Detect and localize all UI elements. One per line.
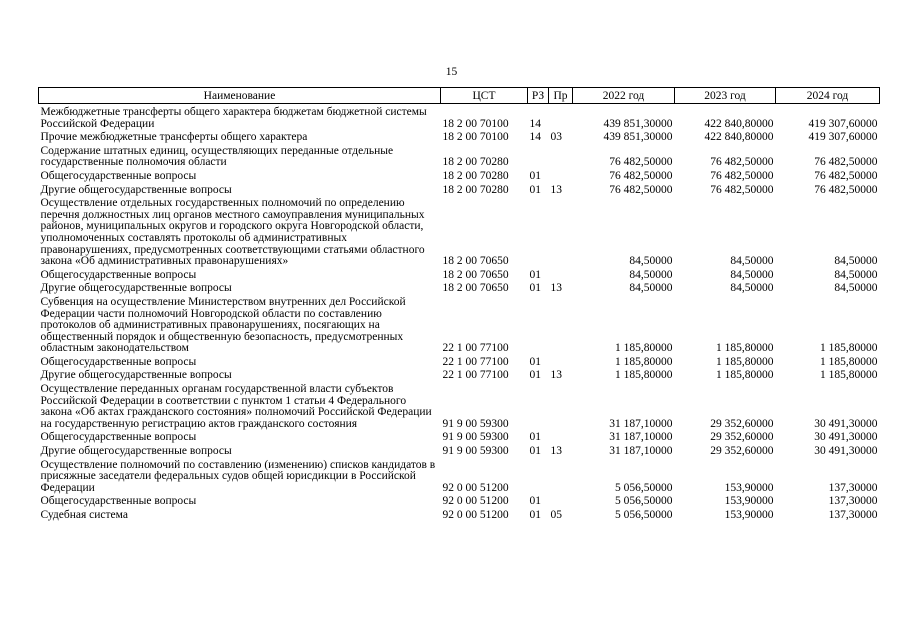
row-pr: [549, 146, 573, 171]
table-row: [39, 283, 880, 297]
row-pr: 13: [550, 445, 562, 458]
row-value-2023: 29 352,60000: [710, 445, 774, 458]
row-name: Другие общегосударственные вопросы: [40, 369, 232, 382]
row-name: Общегосударственные вопросы: [40, 169, 197, 182]
row-rz: 01: [529, 282, 541, 295]
row-name: Осуществление переданных органам государственной власти субъектов Российской Федерации в соответствии с пунктом 1 статьи 4 Федерального закона «Об актах гражданского состояния» полномочий Российской Федерации на государственную регистрацию актов гражданского состояния: [40, 383, 432, 430]
row-value-2022: 84,50000: [629, 255, 673, 268]
row-value-2023: 84,50000: [730, 282, 774, 295]
row-value-2022: 76 482,50000: [609, 183, 673, 196]
row-value-2023: 153,90000: [724, 481, 774, 494]
row-name: Прочие межбюджетные трансферты общего характера: [40, 131, 308, 144]
row-value-2022: 31 187,10000: [609, 417, 673, 430]
row-value-2024: 137,30000: [828, 481, 878, 494]
table-row: [39, 446, 880, 460]
row-name: Межбюджетные трансферты общего характера бюджетам бюджетной системы Российской Федерации: [40, 106, 427, 130]
header-cst: ЦСТ: [441, 88, 528, 104]
row-pr: 13: [550, 282, 562, 295]
row-value-2022: 31 187,10000: [609, 431, 673, 444]
row-name: Общегосударственные вопросы: [40, 268, 197, 281]
row-pr: [549, 384, 573, 432]
table-row: [39, 357, 880, 371]
row-pr: 13: [550, 183, 562, 196]
row-value-2024: 419 307,60000: [808, 117, 878, 130]
row-name: Другие общегосударственные вопросы: [40, 445, 232, 458]
row-value-2022: 76 482,50000: [609, 169, 673, 182]
table-row: [39, 270, 880, 284]
row-value-2022: 1 185,80000: [615, 355, 673, 368]
row-value-2024: 137,30000: [828, 495, 878, 508]
header-pr: Пр: [549, 88, 573, 104]
row-cst: 91 9 00 59300: [442, 417, 509, 430]
row-value-2024: 30 491,30000: [814, 445, 878, 458]
row-cst: 22 1 00 77100: [442, 342, 509, 355]
row-value-2023: 1 185,80000: [716, 355, 774, 368]
row-name: Осуществление полномочий по составлению (изменению) списков кандидатов в присяжные заседатели федеральных судов общей юрисдикции в Российской Федерации: [40, 458, 436, 494]
row-rz: 01: [529, 369, 541, 382]
row-value-2024: 84,50000: [834, 268, 878, 281]
row-rz: 14: [529, 117, 541, 130]
table-body: [39, 104, 880, 524]
row-value-2022: 1 185,80000: [615, 369, 673, 382]
row-name: Общегосударственные вопросы: [40, 431, 197, 444]
row-pr: [549, 104, 573, 133]
row-value-2024: 1 185,80000: [820, 369, 878, 382]
row-value-2022: 5 056,50000: [615, 481, 673, 494]
table-row: [39, 198, 880, 270]
row-pr: [549, 496, 573, 510]
row-cst: 91 9 00 59300: [442, 445, 509, 458]
row-value-2024: 84,50000: [834, 255, 878, 268]
row-name: Содержание штатных единиц, осуществляющих переданные отдельные государственные полномочия области: [40, 144, 394, 169]
header-name: Наименование: [39, 88, 441, 104]
row-value-2023: 422 840,80000: [704, 117, 774, 130]
row-cst: 18 2 00 70650: [442, 282, 509, 295]
row-value-2023: 1 185,80000: [716, 342, 774, 355]
table-row: [39, 370, 880, 384]
row-cst: 18 2 00 70650: [442, 255, 509, 268]
row-cst: 22 1 00 77100: [442, 355, 509, 368]
row-rz: 01: [529, 183, 541, 196]
row-value-2024: 1 185,80000: [820, 355, 878, 368]
row-cst: 92 0 00 51200: [442, 495, 509, 508]
row-name: Другие общегосударственные вопросы: [40, 282, 232, 295]
row-value-2022: 84,50000: [629, 268, 673, 281]
table-row: [39, 460, 880, 497]
row-value-2024: 30 491,30000: [814, 417, 878, 430]
row-value-2023: 84,50000: [730, 255, 774, 268]
row-pr: 13: [550, 369, 562, 382]
row-value-2023: 84,50000: [730, 268, 774, 281]
row-pr: [549, 460, 573, 497]
row-cst: 22 1 00 77100: [442, 369, 509, 382]
row-value-2023: 153,90000: [724, 495, 774, 508]
row-cst: 18 2 00 70100: [442, 117, 509, 130]
row-value-2024: 76 482,50000: [814, 169, 878, 182]
header-year-2023: 2023 год: [675, 88, 776, 104]
row-value-2024: 1 185,80000: [820, 342, 878, 355]
table-row: [39, 185, 880, 199]
row-value-2024: 30 491,30000: [814, 431, 878, 444]
row-name: Общегосударственные вопросы: [40, 355, 197, 368]
row-pr: 05: [550, 509, 562, 521]
row-value-2023: 29 352,60000: [710, 417, 774, 430]
row-cst: 18 2 00 70280: [442, 156, 509, 169]
table-header: [39, 88, 880, 104]
row-rz: 01: [529, 169, 541, 182]
row-rz: 01: [529, 495, 541, 508]
row-name: Другие общегосударственные вопросы: [40, 183, 232, 196]
row-pr: [549, 297, 573, 357]
row-value-2022: 5 056,50000: [615, 495, 673, 508]
row-rz: 01: [529, 509, 541, 521]
table-row: [39, 171, 880, 185]
row-rz: [528, 384, 549, 432]
row-value-2023: 153,90000: [724, 509, 774, 521]
header-year-2024: 2024 год: [776, 88, 880, 104]
row-value-2022: 5 056,50000: [615, 509, 673, 521]
row-value-2024: 76 482,50000: [814, 183, 878, 196]
row-value-2024: 137,30000: [828, 509, 878, 521]
row-rz: 01: [529, 431, 541, 444]
row-cst: 18 2 00 70650: [442, 268, 509, 281]
row-pr: 03: [550, 131, 562, 144]
row-rz: [528, 297, 549, 357]
header-rz: РЗ: [528, 88, 549, 104]
row-rz: [528, 146, 549, 171]
row-cst: 18 2 00 70280: [442, 169, 509, 182]
row-rz: [528, 460, 549, 497]
row-pr: [549, 357, 573, 371]
row-pr: [549, 270, 573, 284]
table-row: [39, 384, 880, 432]
row-value-2022: 1 185,80000: [615, 342, 673, 355]
row-cst: 91 9 00 59300: [442, 431, 509, 444]
row-value-2023: 76 482,50000: [710, 183, 774, 196]
row-name: Осуществление отдельных государственных полномочий по определению перечня должностных лиц органов местного самоуправления муниципальных районов, муниципальных округов и городского округа Новгородской области, уполномоченных составлять протоколы об административных правонарушениях, предусмотренных соответствующими статьями областного закона «Об административных правонарушениях»: [40, 197, 425, 268]
row-value-2023: 76 482,50000: [710, 169, 774, 182]
row-name: Общегосударственные вопросы: [40, 495, 197, 508]
table-row: [39, 132, 880, 146]
row-value-2023: 422 840,80000: [704, 131, 774, 144]
row-rz: [528, 198, 549, 270]
row-cst: 92 0 00 51200: [442, 509, 509, 521]
row-value-2024: 76 482,50000: [814, 156, 878, 169]
row-rz: 01: [529, 445, 541, 458]
table-row: [39, 146, 880, 171]
row-pr: [549, 198, 573, 270]
row-cst: 18 2 00 70280: [442, 183, 509, 196]
table-row: [39, 496, 880, 510]
row-name: Судебная система: [40, 509, 128, 521]
row-value-2022: 84,50000: [629, 282, 673, 295]
row-value-2022: 439 851,30000: [603, 131, 673, 144]
row-pr: [549, 432, 573, 446]
table-row: [39, 104, 880, 133]
row-value-2023: 29 352,60000: [710, 431, 774, 444]
row-rz: 14: [529, 131, 541, 144]
row-value-2022: 439 851,30000: [603, 117, 673, 130]
table-row: [39, 510, 880, 524]
table-row: [39, 432, 880, 446]
header-year-2022: 2022 год: [573, 88, 675, 104]
page-number: 15: [445, 66, 458, 78]
row-pr: [549, 171, 573, 185]
row-value-2023: 1 185,80000: [716, 369, 774, 382]
row-rz: 01: [529, 355, 541, 368]
row-value-2023: 76 482,50000: [710, 156, 774, 169]
row-value-2024: 419 307,60000: [808, 131, 878, 144]
row-rz: 01: [529, 268, 541, 281]
row-cst: 92 0 00 51200: [442, 481, 509, 494]
row-name: Субвенция на осуществление Министерством внутренних дел Российской Федерации части полномочий Новгородской области по составлению протоколов об административных правонарушениях, посягающих на общественный порядок и общественную безопасность, предусмотренных областным законодательством: [40, 295, 406, 355]
table-row: [39, 297, 880, 357]
budget-table: [38, 87, 880, 524]
row-value-2022: 76 482,50000: [609, 156, 673, 169]
row-value-2024: 84,50000: [834, 282, 878, 295]
row-cst: 18 2 00 70100: [442, 131, 509, 144]
row-value-2022: 31 187,10000: [609, 445, 673, 458]
